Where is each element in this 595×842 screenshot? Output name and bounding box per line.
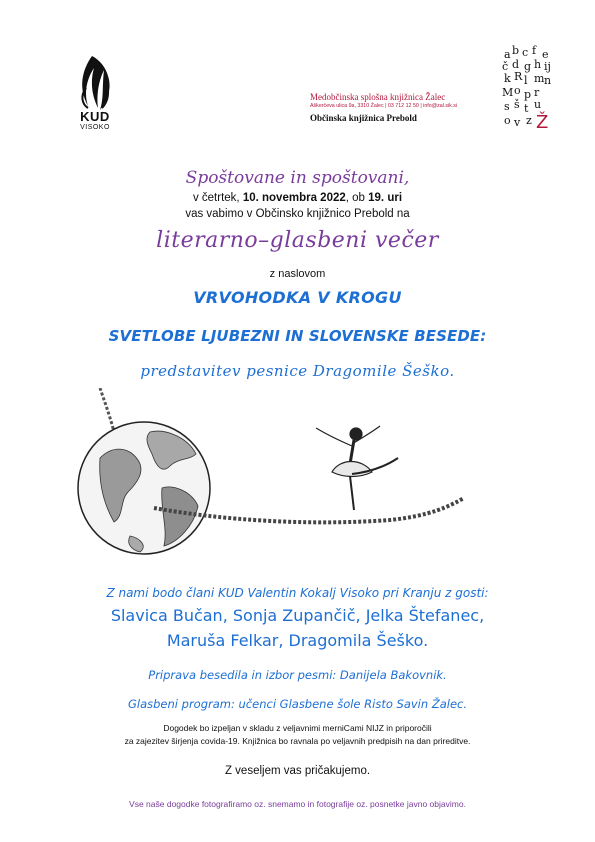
members-line: Z nami bodo člani KUD Valentin Kokalj Visoko pri Kranju z gosti:: [106, 586, 489, 600]
closing-line: Z veseljem vas pričakujemo.: [224, 765, 371, 777]
time-prefix: , ob: [345, 192, 369, 204]
svg-text:b: b: [512, 44, 520, 57]
date-line: [0, 192, 595, 204]
date-prefix: v četrtek,: [192, 192, 243, 204]
library-address: Aškerčeva ulica 9a, 3310 Žalec | 03 712 12 50 | info@zal.sik.si: [310, 103, 458, 109]
covid-notice-line1: Dogodek bo izpeljan v skladu z veljavnimi merniCami NIJZ in priporočili: [163, 723, 432, 733]
svg-text:h: h: [534, 58, 542, 71]
svg-text:R: R: [514, 70, 523, 83]
library-name: Medobčinska splošna knjižnica Žalec: [310, 92, 446, 102]
guests-line1: Slavica Bučan, Sonja Zupančič, Jelka Štefanec,: [110, 606, 485, 625]
globe-ballerina-tightrope-illustration: [70, 388, 530, 578]
svg-text:M: M: [502, 86, 514, 99]
guests-line2: Maruša Felkar, Dragomila Šeško.: [166, 631, 429, 650]
feather-flame-logo-icon: [70, 48, 120, 148]
svg-text:o: o: [514, 84, 521, 97]
svg-text:d: d: [512, 58, 520, 71]
music-program-line: Glasbeni program: učenci Glasbene šole Risto Savin Žalec.: [127, 697, 467, 711]
svg-text:g: g: [524, 60, 532, 73]
event-date: 10. novembra 2022: [242, 192, 346, 204]
svg-text:a: a: [504, 48, 511, 61]
svg-text:n: n: [544, 74, 552, 87]
kud-logo-place: VISOKO: [80, 124, 110, 131]
svg-text:o: o: [504, 114, 511, 127]
footer-note: Vse naše dogodke fotografiramo oz. snemamo in fotografije oz. posnetke javno objavimo.: [129, 799, 466, 809]
svg-text:k: k: [504, 72, 511, 85]
svg-text:l: l: [524, 74, 528, 87]
svg-text:s: s: [504, 100, 510, 113]
svg-text:r: r: [534, 86, 540, 99]
svg-text:e: e: [542, 48, 549, 61]
event-type: literarno–glasbeni večer: [156, 228, 439, 253]
svg-text:m: m: [534, 72, 545, 85]
svg-text:v: v: [514, 116, 521, 129]
branch-library-name-text: Občinska knjižnica Prebold: [310, 113, 417, 123]
svg-text:š: š: [514, 98, 520, 111]
event-subtitle: predstavitev pesnice Dragomile Šeško.: [140, 362, 455, 380]
event-title-line2: SVETLOBE LJUBEZNI IN SLOVENSKE BESEDE:: [108, 327, 487, 345]
kud-logo-name: KUD: [80, 109, 110, 124]
alphabet-letters-logo-icon: [498, 44, 558, 134]
svg-text:č: č: [502, 60, 509, 73]
svg-text:c: c: [522, 46, 529, 59]
svg-text:u: u: [534, 98, 542, 111]
svg-text:ij: ij: [544, 60, 551, 73]
svg-text:Ž: Ž: [536, 112, 549, 133]
svg-text:z: z: [526, 114, 532, 127]
invite-line: vas vabimo v Občinsko knjižnico Prebold na: [185, 208, 410, 220]
title-prefix: z naslovom: [269, 268, 326, 280]
preparation-line: Priprava besedila in izbor pesmi: Danijela Bakovnik.: [148, 668, 447, 682]
svg-text:f: f: [532, 44, 537, 57]
svg-text:p: p: [524, 88, 532, 101]
greeting: Spoštovane in spoštovani,: [185, 168, 410, 188]
event-title-line1: VRVOHODKA V KROGU: [193, 288, 402, 307]
covid-notice-line2: za zajezitev širjenja covida-19. Knjižnica bo ravnala po veljavnih predpisih na dan prireditve.: [124, 736, 471, 746]
branch-library-name: [310, 113, 417, 123]
event-time: 19. uri: [368, 192, 403, 204]
svg-text:t: t: [524, 102, 529, 115]
